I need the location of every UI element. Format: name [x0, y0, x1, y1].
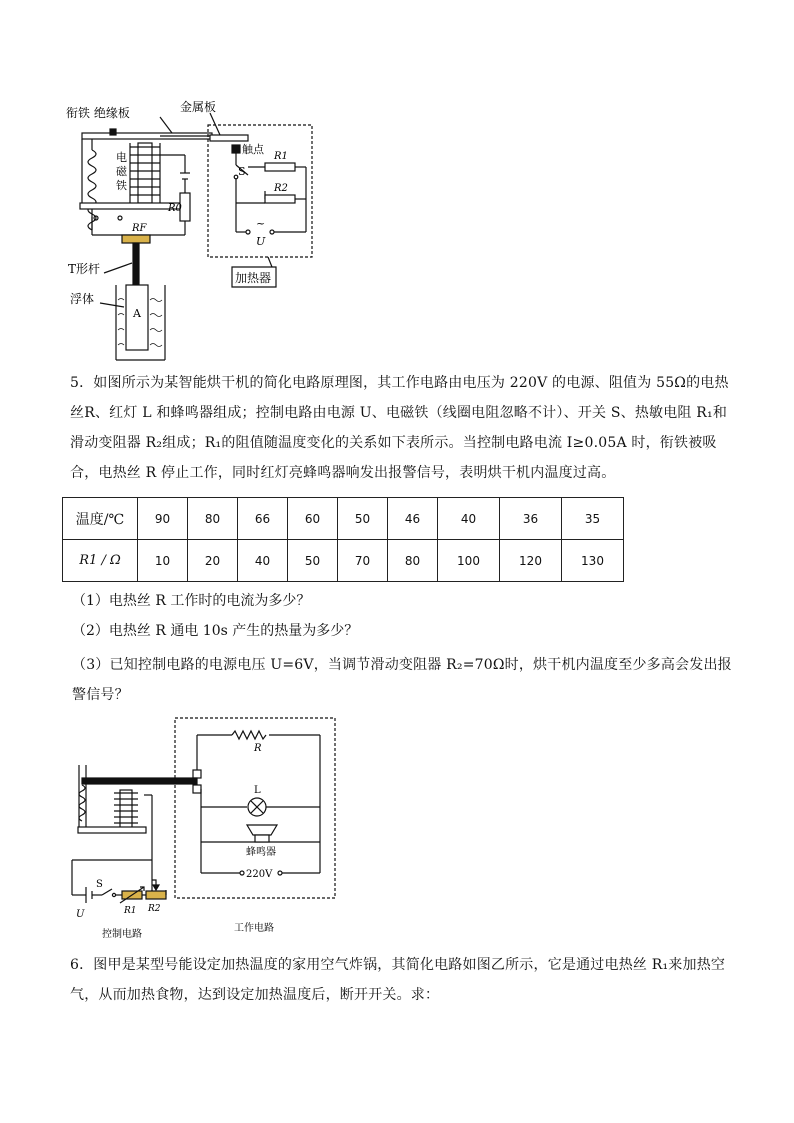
question-5-sub-1: （1）电热丝 R 工作时的电流为多少？ [72, 593, 311, 609]
table-cell: 90 [138, 498, 188, 540]
label-buzzer: 蜂鸣器 [246, 847, 276, 858]
question-5-sub-3: （3）已知控制电路的电源电压 U=6V，当调节滑动变阻器 R₂=70Ω时，烘干机内温度至少多高会发出报警信号？ [72, 657, 732, 703]
label-switch-s: S [238, 165, 246, 178]
label-r0: R0 [168, 203, 182, 214]
label-220v: 220V [246, 869, 273, 880]
label-control-circuit: 控制电路 [102, 929, 142, 940]
table-cell: 66 [238, 498, 288, 540]
label-u: U [76, 909, 85, 920]
label-float: 浮体 [70, 292, 95, 306]
figure-2-dryer-circuit [62, 715, 352, 945]
table-row [63, 540, 624, 582]
label-r1: R1 [274, 151, 288, 162]
label-switch-s: S [96, 879, 103, 890]
table-cell: 40 [238, 540, 288, 582]
label-contact: 触点 [242, 143, 264, 156]
table-header-resistance: R1 / Ω [63, 540, 138, 582]
table-cell: 60 [288, 498, 338, 540]
label-lamp-l: L [254, 785, 261, 796]
resistance-temperature-table [62, 497, 624, 582]
table-cell: 70 [338, 540, 388, 582]
table-cell: 46 [388, 498, 438, 540]
table-cell: 100 [438, 540, 500, 582]
label-r1: R1 [124, 906, 137, 916]
table-header-temperature: 温度/℃ [63, 498, 138, 540]
label-r: R [254, 743, 262, 754]
label-metal-plate: 金属板 [180, 100, 217, 114]
label-electromagnet-2: 磁 [116, 165, 127, 178]
label-electromagnet-3: 铁 [116, 179, 127, 192]
table-cell: 35 [562, 498, 624, 540]
label-work-circuit: 工作电路 [234, 923, 274, 934]
table-cell: 50 [288, 540, 338, 582]
question-6-text: 6．图甲是某型号能设定加热温度的家用空气炸锅，其简化电路如图乙所示，它是通过电热丝 R₁来加热空气，从而加热食物，达到设定加热温度后，断开开关。求： [70, 957, 726, 1003]
table-cell: 36 [500, 498, 562, 540]
question-5-sub-2: （2）电热丝 R 通电 10s 产生的热量为多少？ [72, 623, 359, 639]
table-cell: 80 [188, 498, 238, 540]
table-cell: 120 [500, 540, 562, 582]
table-row [63, 498, 624, 540]
table-cell: 80 [388, 540, 438, 582]
label-u: U [256, 235, 266, 248]
label-t-rod: T形杆 [68, 262, 101, 276]
label-float-a: A [133, 307, 141, 320]
table-cell: 40 [438, 498, 500, 540]
label-r2: R2 [148, 904, 161, 914]
figure-1-relay-heater-circuit [60, 95, 340, 370]
label-electromagnet-1: 电 [116, 151, 127, 164]
table-cell: 20 [188, 540, 238, 582]
label-armature-board: 衔铁 绝缘板 [66, 106, 130, 120]
label-tilde: ~ [256, 217, 266, 230]
label-heater: 加热器 [235, 271, 272, 285]
table-cell: 130 [562, 540, 624, 582]
table-cell: 10 [138, 540, 188, 582]
label-r2: R2 [274, 183, 288, 194]
label-rf: RF [132, 223, 147, 234]
question-5-text: 5．如图所示为某智能烘干机的简化电路原理图，其工作电路由电压为 220V 的电源、阻值为 55Ω的电热丝R、红灯 L 和蜂鸣器组成；控制电路由电源 U、电磁铁（线圈电阻忽略不计）、开关 S、热敏电阻 R₁和滑动变阻器 R₂组成；R₁的阻值随温度变化的关系如下表所示。当控制电路电流 I≥0.05A 时，衔铁被吸合，电热丝 R 停止工作，同时红灯亮蜂鸣器响发出报警信号，表明烘干机内温度过高。 [70, 375, 729, 481]
table-cell: 50 [338, 498, 388, 540]
